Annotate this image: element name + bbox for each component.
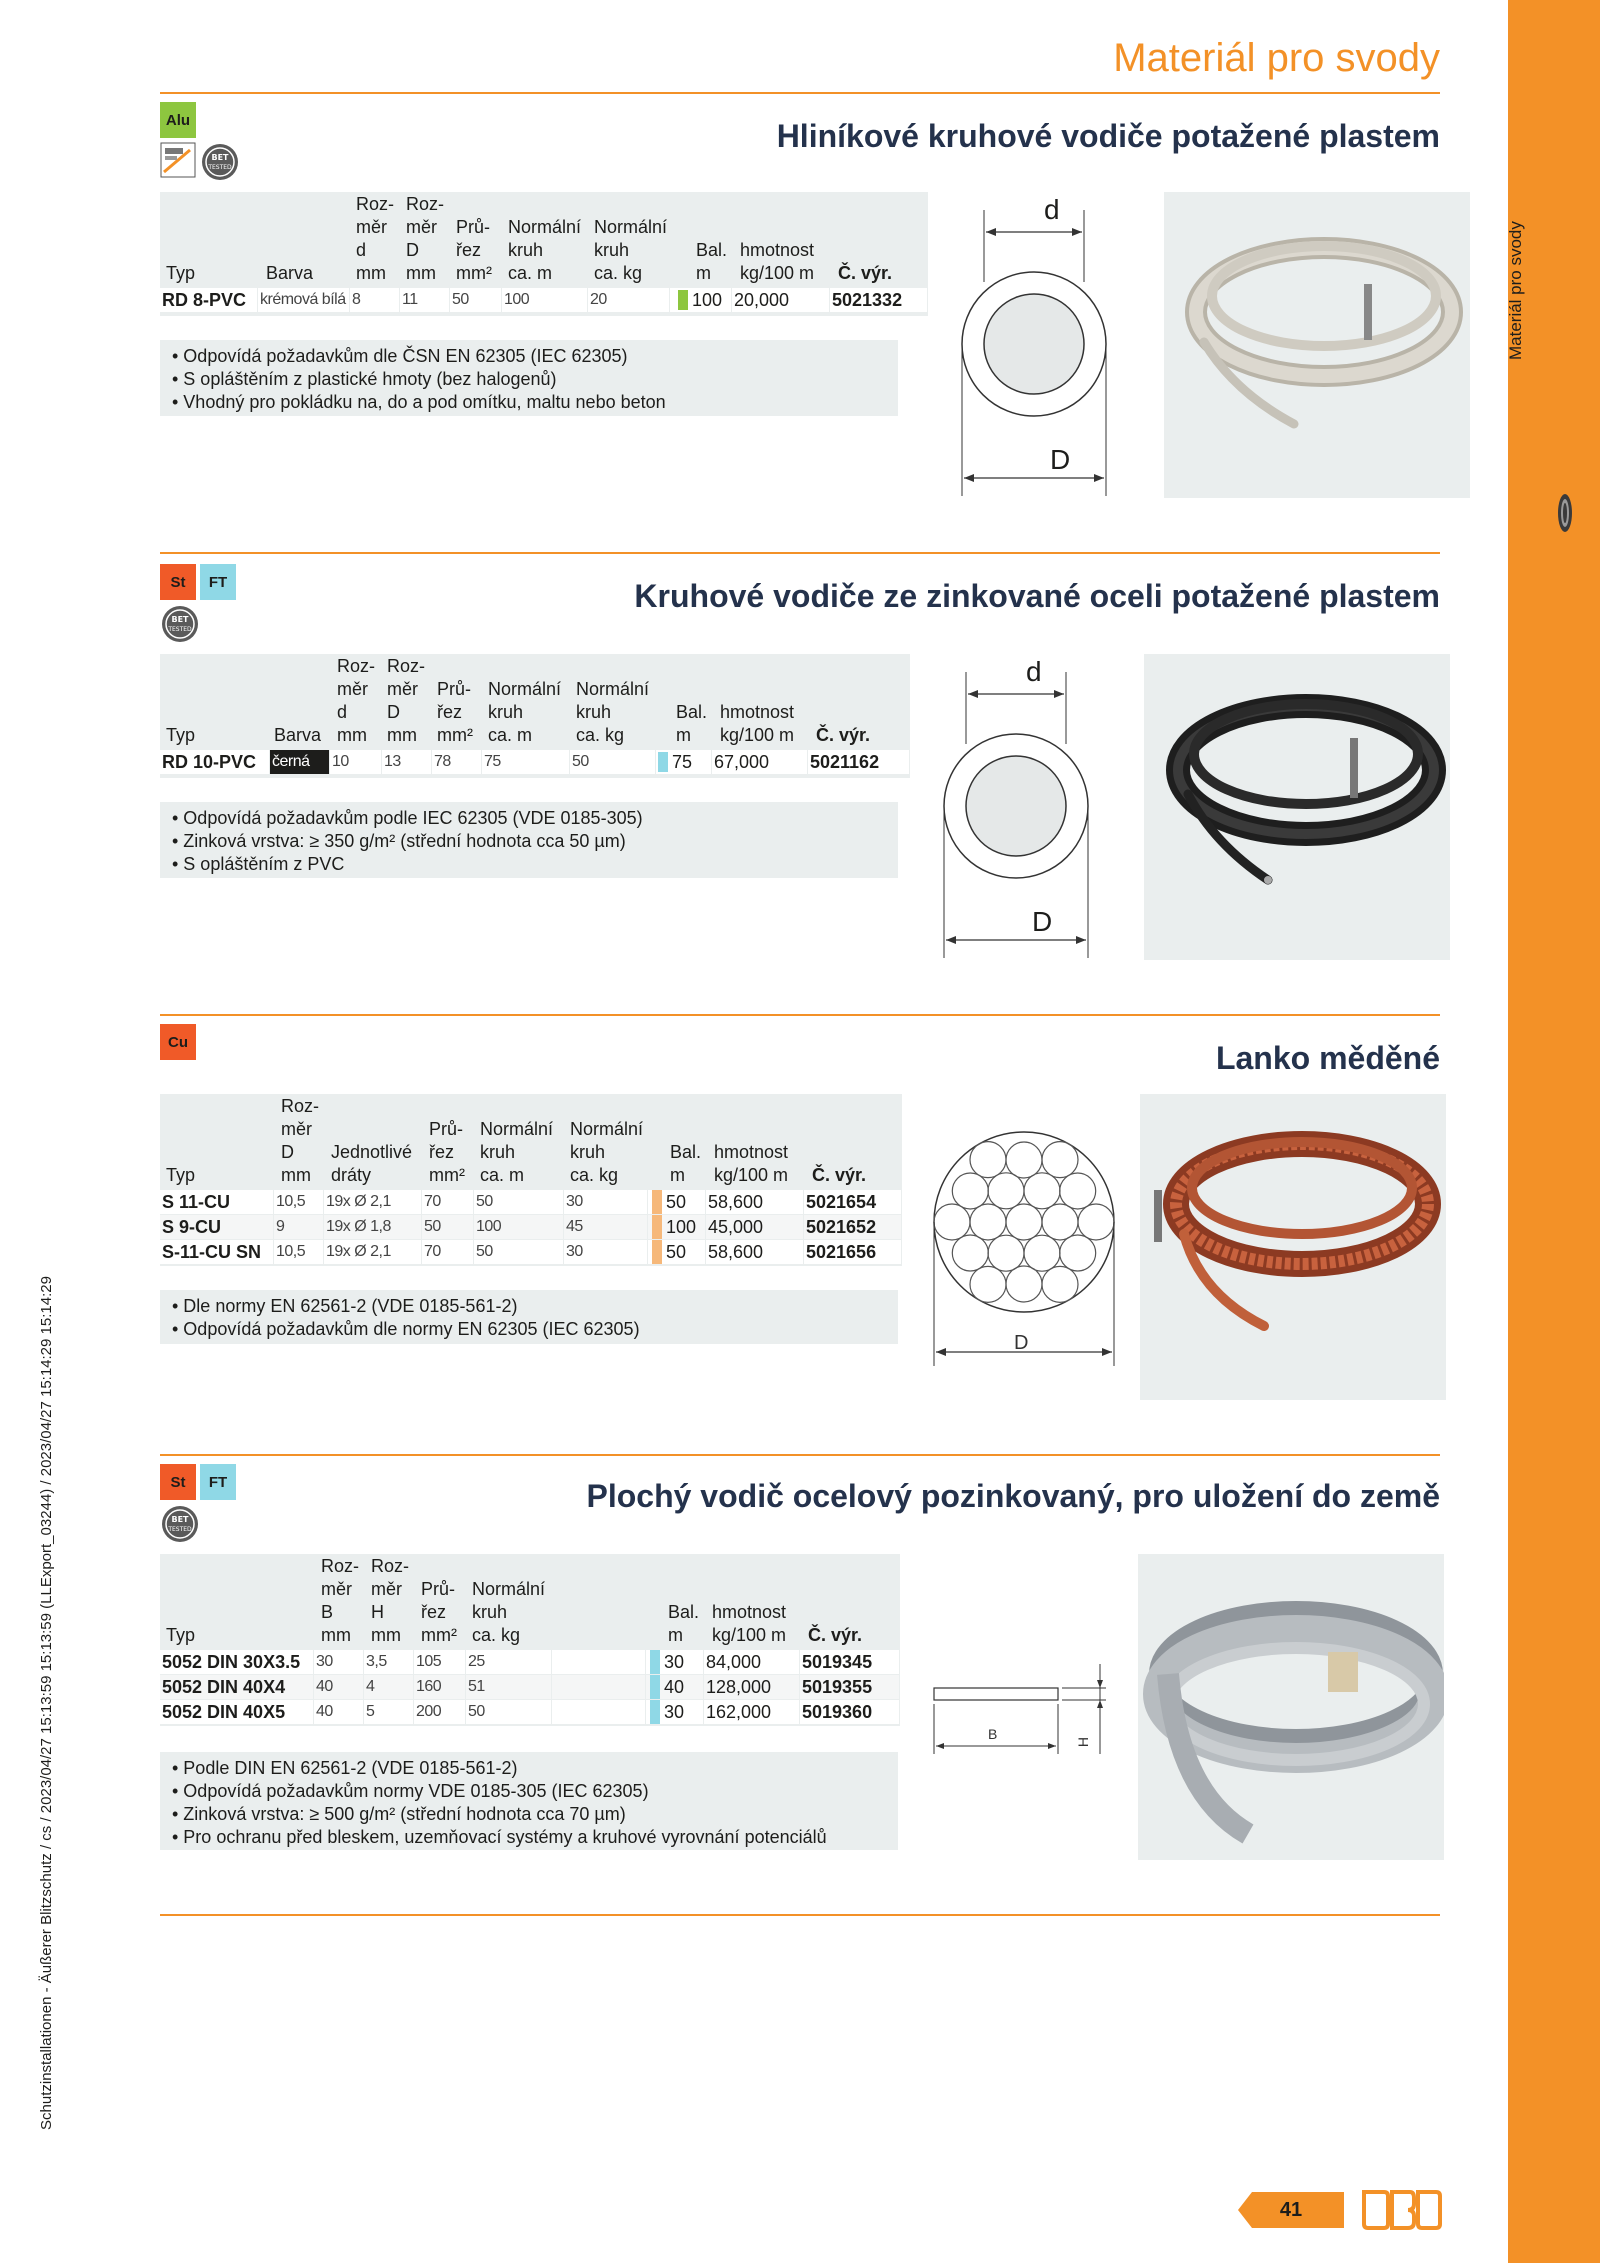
notes-box xyxy=(160,340,898,416)
product-table xyxy=(160,1554,900,1726)
cell-wires: 19x Ø 2,1 xyxy=(324,1190,422,1214)
drawing-label-d: d xyxy=(1026,656,1042,687)
table-row xyxy=(160,288,928,312)
drawing-label-D: D xyxy=(1014,1332,1029,1354)
cell-color: černá xyxy=(270,750,330,774)
cell-empty xyxy=(552,1700,646,1724)
header-dim-H: Roz- měr H mm xyxy=(371,1556,410,1645)
header-typ: Typ xyxy=(166,1625,196,1645)
header-weight: hmotnost kg/100 m xyxy=(740,240,815,283)
material-badge-alu: Alu xyxy=(160,102,196,138)
cell-item-no: 5021654 xyxy=(804,1190,902,1214)
product-photo-copper-coil xyxy=(1140,1094,1446,1400)
page-number: 41 xyxy=(1279,2199,1303,2221)
cell-item-no: 5021332 xyxy=(830,288,928,312)
notes-box xyxy=(160,1290,898,1344)
sidebar-label: Materiál pro svody xyxy=(1506,221,1525,360)
header-dim-D: Roz- měr D mm xyxy=(387,656,426,745)
cell-dim-B: 30 xyxy=(314,1650,364,1674)
ft-marker xyxy=(650,1675,660,1699)
cell-item-no: 5019360 xyxy=(800,1700,900,1724)
cell-dim-H: 3,5 xyxy=(364,1650,414,1674)
cell-cross-section: 50 xyxy=(422,1215,474,1239)
notes-box xyxy=(160,802,898,878)
header-item-no: Č. výr. xyxy=(816,725,871,745)
header-dim-d: Roz- měr d mm xyxy=(356,194,395,283)
section-title: Hliníkové kruhové vodiče potažené plastem xyxy=(776,118,1440,154)
header-cross-section: Prů- řez mm² xyxy=(421,1579,457,1645)
header-weight: hmotnost kg/100 m xyxy=(712,1602,787,1645)
header-coil-kg: Normální kruh ca. kg xyxy=(594,217,668,283)
note-line: • Odpovídá požadavkům podle IEC 62305 (VDE 0185-305) xyxy=(172,808,643,828)
cell-cross-section: 160 xyxy=(414,1675,466,1699)
cell-type: 5052 DIN 40X5 xyxy=(160,1700,314,1724)
cell-weight: 162,000 xyxy=(704,1700,800,1724)
bet-tested-icon xyxy=(160,604,200,644)
cell-coil-m: 100 xyxy=(474,1215,564,1239)
product-table xyxy=(160,192,928,316)
header-pack: Bal. m xyxy=(676,702,708,745)
cell-dim-H: 4 xyxy=(364,1675,414,1699)
cell-empty xyxy=(552,1675,646,1699)
section-title: Kruhové vodiče ze zinkované oceli potažené plastem xyxy=(634,578,1440,614)
material-badge-st: St xyxy=(160,1464,196,1500)
material-badge-cu: Cu xyxy=(160,1024,196,1060)
header-wires: Jednotlivé dráty xyxy=(331,1142,413,1185)
cell-coil-m: 100 xyxy=(502,288,588,312)
header-dim-D: Roz- měr D mm xyxy=(281,1096,320,1185)
header-barva: Barva xyxy=(266,263,314,283)
cell-coil-m: 50 xyxy=(474,1190,564,1214)
header-coil-kg: Normální kruh ca. kg xyxy=(576,679,650,745)
cell-coil-kg: 45 xyxy=(564,1215,648,1239)
cell-weight: 45,000 xyxy=(706,1215,804,1239)
cell-coil-m: 75 xyxy=(482,750,570,774)
cell-pack: 100 xyxy=(690,288,732,312)
table-row xyxy=(160,1215,902,1239)
product-photo-flat-coil xyxy=(1138,1554,1444,1860)
cell-item-no: 5019355 xyxy=(800,1675,900,1699)
header-dim-B: Roz- měr B mm xyxy=(321,1556,360,1645)
header-coil-m: Normální kruh ca. m xyxy=(480,1119,554,1185)
cell-dim-d: 10 xyxy=(330,750,382,774)
vds-approval-icon xyxy=(160,142,196,178)
svg-text:TESTED: TESTED xyxy=(168,626,192,633)
cell-dim-D: 10,5 xyxy=(274,1190,324,1214)
cell-empty xyxy=(552,1650,646,1674)
note-line: • S opláštěním z PVC xyxy=(172,854,345,874)
cell-type: S 9-CU xyxy=(160,1215,274,1239)
note-line: • Dle normy EN 62561-2 (VDE 0185-561-2) xyxy=(172,1296,518,1316)
cell-pack: 75 xyxy=(670,750,712,774)
svg-text:BET: BET xyxy=(171,1515,189,1524)
cell-cross-section: 200 xyxy=(414,1700,466,1724)
cell-type: 5052 DIN 30X3.5 xyxy=(160,1650,314,1674)
note-line: • Odpovídá požadavkům normy VDE 0185-305 (IEC 62305) xyxy=(172,1781,649,1801)
header-weight: hmotnost kg/100 m xyxy=(720,702,795,745)
cell-color: krémová bílá xyxy=(258,288,350,312)
cell-type: RD 8-PVC xyxy=(160,288,258,312)
cell-dim-D: 11 xyxy=(400,288,450,312)
cell-weight: 67,000 xyxy=(712,750,808,774)
cell-cross-section: 105 xyxy=(414,1650,466,1674)
cell-cross-section: 70 xyxy=(422,1190,474,1214)
ft-marker xyxy=(658,752,668,772)
cross-section-drawing xyxy=(938,652,1094,962)
cell-dim-B: 40 xyxy=(314,1700,364,1724)
header-item-no: Č. výr. xyxy=(808,1625,863,1645)
cell-item-no: 5021656 xyxy=(804,1240,902,1264)
cell-coil-m: 50 xyxy=(474,1240,564,1264)
page-title: Materiál pro svody xyxy=(1113,36,1440,80)
material-badge-ft: FT xyxy=(200,564,236,600)
notes-box xyxy=(160,1752,898,1850)
cell-coil-kg: 30 xyxy=(564,1240,648,1264)
ft-marker xyxy=(650,1650,660,1674)
cell-weight: 128,000 xyxy=(704,1675,800,1699)
alu-marker xyxy=(678,290,688,310)
table-row xyxy=(160,1700,900,1724)
header-coil-kg: Normální kruh ca. kg xyxy=(472,1579,546,1645)
cell-dim-D: 9 xyxy=(274,1215,324,1239)
svg-text:BET: BET xyxy=(171,615,189,624)
note-line: • Pro ochranu před bleskem, uzemňovací systémy a kruhové vyrovnání potenciálů xyxy=(172,1827,827,1847)
table-row xyxy=(160,1650,900,1674)
material-badge-ft: FT xyxy=(200,1464,236,1500)
header-pack: Bal. m xyxy=(668,1602,700,1645)
cell-type: RD 10-PVC xyxy=(160,750,270,774)
note-line: • Zinková vrstva: ≥ 350 g/m² (střední hodnota cca 50 µm) xyxy=(172,831,626,851)
cell-dim-D: 10,5 xyxy=(274,1240,324,1264)
product-table xyxy=(160,1094,902,1266)
table-row xyxy=(160,1240,902,1264)
table-row xyxy=(160,750,910,774)
note-line: • Vhodný pro pokládku na, do a pod omítku, maltu nebo beton xyxy=(172,392,666,412)
cell-pack: 100 xyxy=(664,1215,706,1239)
divider xyxy=(160,1014,1440,1016)
cell-type: 5052 DIN 40X4 xyxy=(160,1675,314,1699)
cell-coil-kg: 30 xyxy=(564,1190,648,1214)
header-dim-d: Roz- měr d mm xyxy=(337,656,376,745)
cell-weight: 84,000 xyxy=(704,1650,800,1674)
header-pack: Bal. m xyxy=(696,240,728,283)
cell-wires: 19x Ø 1,8 xyxy=(324,1215,422,1239)
header-cross-section: Prů- řez mm² xyxy=(437,679,473,745)
cell-pack: 50 xyxy=(664,1190,706,1214)
divider xyxy=(160,1914,1440,1916)
cu-marker xyxy=(652,1190,662,1214)
drawing-label-D: D xyxy=(1032,906,1053,937)
cu-marker xyxy=(652,1215,662,1239)
product-photo-steel-coil xyxy=(1144,654,1450,960)
header-coil-m: Normální kruh ca. m xyxy=(488,679,562,745)
cell-pack: 30 xyxy=(662,1650,704,1674)
section-title: Lanko měděné xyxy=(1215,1040,1440,1076)
section-title: Plochý vodič ocelový pozinkovaný, pro uložení do země xyxy=(586,1478,1440,1514)
svg-text:BET: BET xyxy=(211,153,229,162)
header-weight: hmotnost kg/100 m xyxy=(714,1142,789,1185)
divider xyxy=(160,552,1440,554)
cu-marker xyxy=(652,1240,662,1264)
note-line: • S opláštěním z plastické hmoty (bez halogenů) xyxy=(172,369,557,389)
cell-coil-kg: 20 xyxy=(588,288,670,312)
export-meta: Schutzinstallationen - Äußerer Blitzschutz / cs / 2023/04/27 15:13:59 15:13:59 (LLExport_03244) / 2023/04/27 15:14:29 15:14:29 xyxy=(38,1276,55,2130)
cell-pack: 30 xyxy=(662,1700,704,1724)
header-dim-D: Roz- měr D mm xyxy=(406,194,445,283)
cell-weight: 58,600 xyxy=(706,1190,804,1214)
cell-coil-kg: 51 xyxy=(466,1675,552,1699)
cell-dim-B: 40 xyxy=(314,1675,364,1699)
note-line: • Odpovídá požadavkům dle normy EN 62305 (IEC 62305) xyxy=(172,1319,640,1339)
cell-weight: 58,600 xyxy=(706,1240,804,1264)
ft-marker xyxy=(650,1700,660,1724)
header-typ: Typ xyxy=(166,725,196,745)
cell-item-no: 5021652 xyxy=(804,1215,902,1239)
bet-tested-icon xyxy=(160,1504,200,1544)
cell-type: S-11-CU SN xyxy=(160,1240,274,1264)
product-table xyxy=(160,654,910,778)
header-coil-m: Normální kruh ca. m xyxy=(508,217,582,283)
note-line: • Zinková vrstva: ≥ 500 g/m² (střední hodnota cca 70 µm) xyxy=(172,1804,626,1824)
note-line: • Odpovídá požadavkům dle ČSN EN 62305 (IEC 62305) xyxy=(172,346,628,366)
drawing-label-B: B xyxy=(988,1726,998,1742)
cell-wires: 19x Ø 2,1 xyxy=(324,1240,422,1264)
drawing-label-D: D xyxy=(1050,444,1071,475)
table-row xyxy=(160,1190,902,1214)
header-typ: Typ xyxy=(166,263,196,283)
divider xyxy=(160,92,1440,94)
svg-text:TESTED: TESTED xyxy=(168,1526,192,1533)
cell-item-no: 5021162 xyxy=(808,750,910,774)
cross-section-drawing xyxy=(956,190,1112,500)
cell-type: S 11-CU xyxy=(160,1190,274,1214)
header-cross-section: Prů- řez mm² xyxy=(456,217,492,283)
drawing-label-d: d xyxy=(1044,194,1060,225)
cable-thumb-icon xyxy=(1556,492,1574,534)
bet-tested-icon xyxy=(200,142,240,182)
cell-cross-section: 50 xyxy=(450,288,502,312)
cell-coil-kg: 50 xyxy=(570,750,656,774)
divider xyxy=(160,1454,1440,1456)
cell-pack: 40 xyxy=(662,1675,704,1699)
cell-coil-kg: 25 xyxy=(466,1650,552,1674)
svg-text:TESTED: TESTED xyxy=(208,164,232,171)
product-photo-alu-coil xyxy=(1164,192,1470,498)
drawing-label-H: H xyxy=(1075,1736,1092,1748)
cell-weight: 20,000 xyxy=(732,288,830,312)
material-badge-st: St xyxy=(160,564,196,600)
header-coil-kg: Normální kruh ca. kg xyxy=(570,1119,644,1185)
obo-logo-icon xyxy=(1362,2190,1442,2230)
header-item-no: Č. výr. xyxy=(838,263,893,283)
header-pack: Bal. m xyxy=(670,1142,702,1185)
cell-coil-kg: 50 xyxy=(466,1700,552,1724)
cell-item-no: 5019345 xyxy=(800,1650,900,1674)
header-typ: Typ xyxy=(166,1165,196,1185)
cell-cross-section: 78 xyxy=(432,750,482,774)
table-row xyxy=(160,1675,900,1699)
note-line: • Podle DIN EN 62561-2 (VDE 0185-561-2) xyxy=(172,1758,518,1778)
header-barva: Barva xyxy=(274,725,322,745)
header-cross-section: Prů- řez mm² xyxy=(429,1119,465,1185)
cell-dim-d: 8 xyxy=(350,288,400,312)
header-item-no: Č. výr. xyxy=(812,1165,867,1185)
cell-dim-H: 5 xyxy=(364,1700,414,1724)
cell-pack: 50 xyxy=(664,1240,706,1264)
cell-dim-D: 13 xyxy=(382,750,432,774)
cell-cross-section: 70 xyxy=(422,1240,474,1264)
